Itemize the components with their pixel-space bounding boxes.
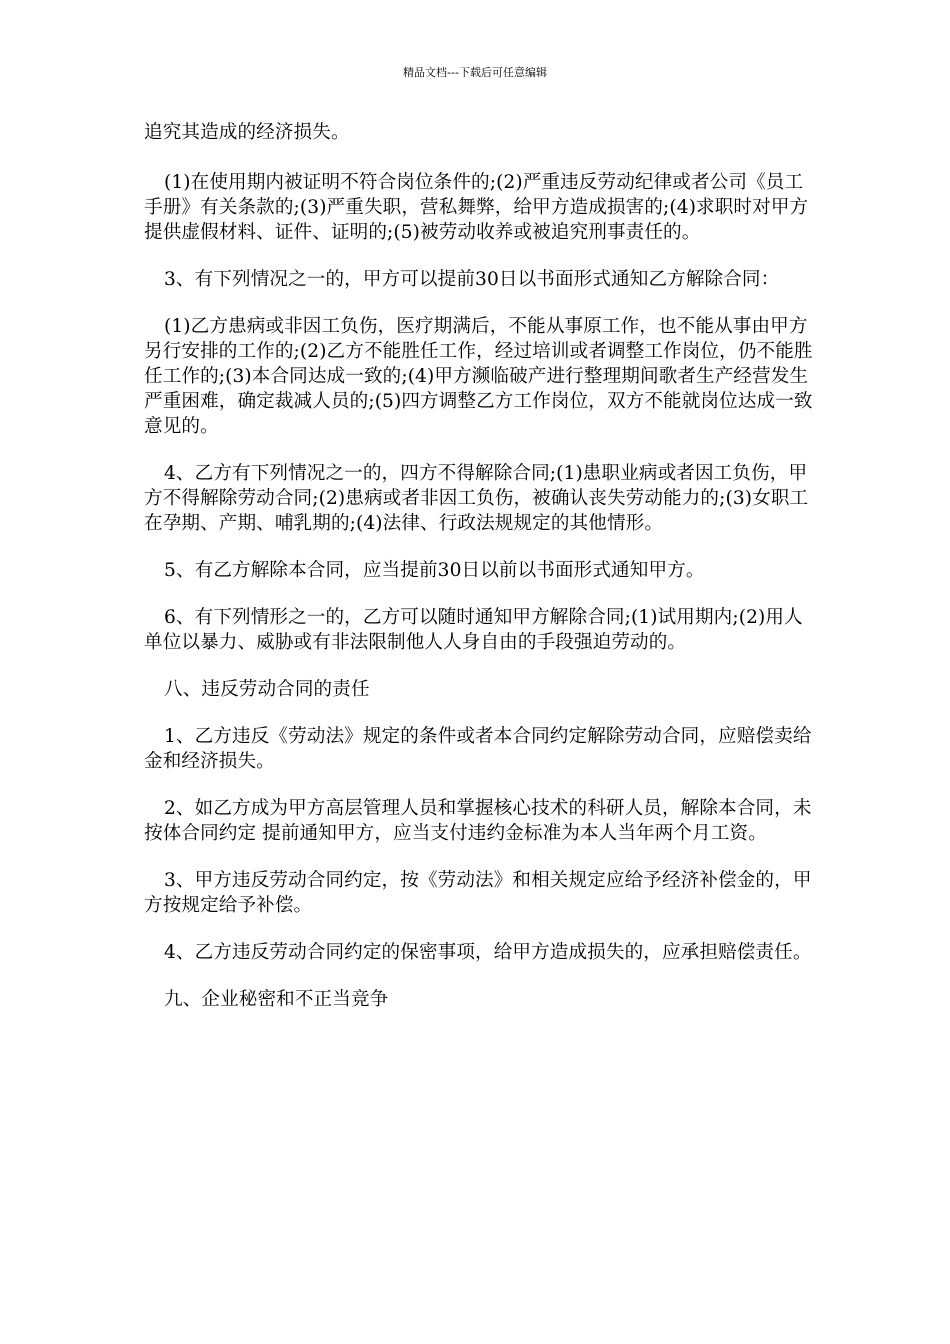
paragraph: 4、乙方有下列情况之一的，四方不得解除合同;(1)患职业病或者因工负伤，甲方不得解除劳动合同;(2)患病或者非因工负伤，被确认丧失劳动能力的;(3)女职工在孕期、产期、哺乳期的;(4)法律、行政法规规定的其他情形。 (144, 463, 809, 534)
paragraph: 3、甲方违反劳动合同约定，按《劳动法》和相关规定应给予经济补偿金的，甲方按规定给予补偿。 (144, 870, 812, 916)
document-body (144, 120, 814, 1034)
paragraph: 1、乙方违反《劳动法》规定的条件或者本合同约定解除劳动合同，应赔偿卖给金和经济损失。 (144, 726, 812, 772)
paragraph: 5、有乙方解除本合同，应当提前30日以前以书面形式通知甲方。 (164, 560, 705, 581)
paragraph: 2、如乙方成为甲方高层管理人员和掌握核心技术的科研人员，解除本合同，未按体合同约定 提前通知甲方，应当支付违约金标准为本人当年两个月工资。 (144, 798, 812, 844)
section-heading: 八、违反劳动合同的责任 (164, 679, 370, 700)
paragraph: 4、乙方违反劳动合同约定的保密事项，给甲方造成损失的，应承担赔偿责任。 (164, 942, 812, 963)
section-heading: 九、企业秘密和不正当竞争 (164, 989, 389, 1010)
paragraph: 3、有下列情况之一的，甲方可以提前30日以书面形式通知乙方解除合同： (164, 269, 780, 290)
paragraph: 追究其造成的经济损失。 (144, 122, 350, 143)
paragraph: (1)在使用期内被证明不符合岗位条件的;(2)严重违反劳动纪律或者公司《员工手册》有关条款的;(3)严重失职，营私舞弊，给甲方造成损害的;(4)求职时对甲方提供虚假材料、证件、证明的;(5)被劳动收养或被追究刑事责任的。 (144, 172, 809, 243)
paragraph: 6、有下列情形之一的，乙方可以随时通知甲方解除合同;(1)试用期内;(2)用人单位以暴力、威胁或有非法限制他人人身自由的手段强迫劳动的。 (144, 607, 803, 653)
page-header: 精品文档---下载后可任意编辑 (403, 66, 547, 79)
paragraph: (1)乙方患病或非因工负伤，医疗期满后，不能从事原工作，也不能从事由甲方另行安排的工作的;(2)乙方不能胜任工作，经过培训或者调整工作岗位，仍不能胜任工作的;(3)本合同达成一致的;(4)甲方濒临破产进行整理期间歌者生产经营发生严重困难，确定裁减人员的;(5)四方调整乙方工作岗位，双方不能就岗位达成一致意见的。 (144, 316, 813, 437)
